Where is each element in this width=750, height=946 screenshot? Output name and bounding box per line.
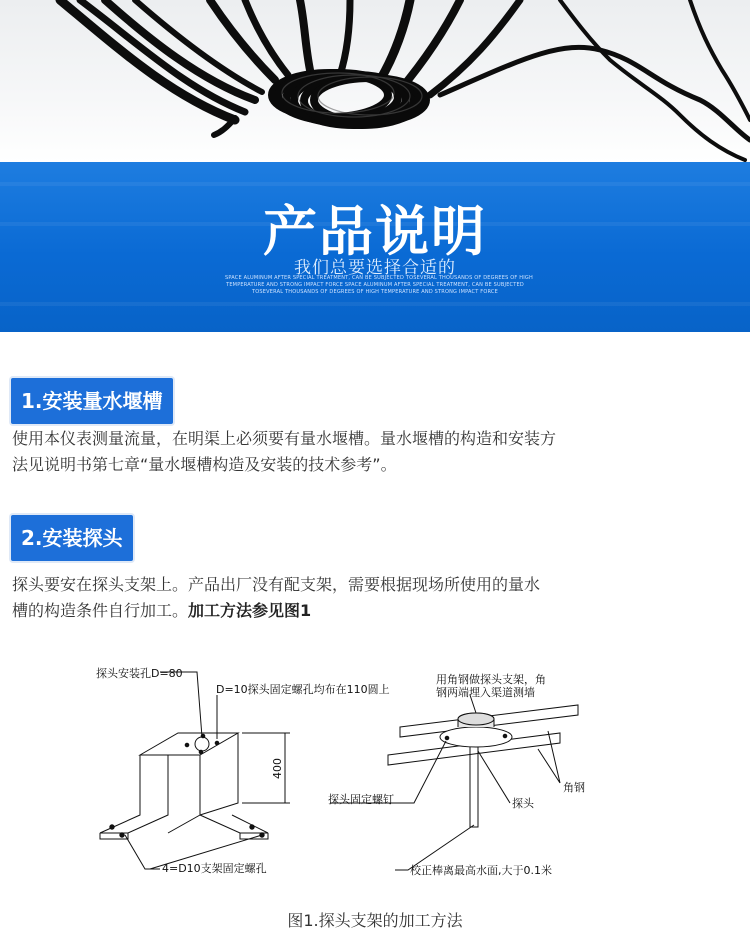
bracket-right-leg xyxy=(168,733,238,833)
figure-caption: 图1.探头支架的加工方法 xyxy=(287,911,463,930)
section-2-text xyxy=(12,572,702,624)
section-1-text xyxy=(12,426,702,478)
label-calibration-rod: 校正棒离最高水面,大于0.1米 xyxy=(410,864,552,877)
bracket-right-foot xyxy=(200,815,268,833)
cable-photo xyxy=(0,0,750,162)
banner-title: 产品说明 xyxy=(263,200,487,263)
probe-flange xyxy=(440,727,512,747)
section-1-line-1: 使用本仪表测量流量，在明渠上必须要有量水堰槽。量水堰槽的构造和安装方 xyxy=(12,429,557,448)
label-angle-steel: 角钢 xyxy=(563,781,585,794)
section-title-install-flume: 1.安装量水堰槽 xyxy=(11,378,173,424)
banner-fine-line: TEMPERATURE AND STRONG IMPACT FORCE SPACE ALUMINUM AFTER SPECIAL TREATMENT, CAN BE SUBJECTED xyxy=(226,282,524,288)
banner-fine-line: TOSEVERAL THOUSANDS OF DEGREES OF HIGH TEMPERATURE AND STRONG IMPACT FORCE xyxy=(252,289,498,295)
label-probe-screw: 探头固定螺钉 xyxy=(328,793,394,806)
label-probe: 探头 xyxy=(512,797,534,810)
banner-stripe xyxy=(0,302,750,306)
section-2-line-2-bold: 加工方法参见图1 xyxy=(188,601,312,620)
label-mount-holes: 4=D10支架固定螺孔 xyxy=(162,862,267,875)
banner-subtitle: 我们总要选择合适的 xyxy=(294,258,456,278)
section-title-install-probe: 2.安装探头 xyxy=(11,515,133,561)
probe-leader xyxy=(478,751,510,803)
section-1-line-2: 法见说明书第七章“量水堰槽构造及安装的技术参考”。 xyxy=(12,455,397,474)
section-2-line-1: 探头要安在探头支架上。产品出厂没有配支架，需要根据现场所使用的量水 xyxy=(12,575,541,594)
banner-stripe xyxy=(0,182,750,186)
product-description-banner xyxy=(0,162,750,332)
probe-bracket-diagram xyxy=(0,655,750,895)
probe-mount-hole xyxy=(195,737,209,751)
section-2-line-2 xyxy=(12,598,702,624)
bracket-left-leg xyxy=(100,755,168,833)
label-bolt-circle: D=10探头固定螺孔均布在110圆上 xyxy=(216,683,390,696)
label-angle-note-2: 钢两端埋入渠道测墙 xyxy=(436,686,535,699)
label-probe-hole: 探头安装孔D=80 xyxy=(96,667,183,680)
angle-leader xyxy=(538,731,560,783)
section-2-line-2-plain: 槽的构造条件自行加工。 xyxy=(12,601,189,620)
cable-illustration xyxy=(0,0,750,162)
label-height: 400 xyxy=(271,758,284,779)
label-angle-note-1: 用角钢做探头支架，角 xyxy=(436,673,546,686)
mount-hole-leader xyxy=(125,835,160,869)
hole-leader xyxy=(160,672,202,737)
banner-fine-line: SPACE ALUMINUM AFTER SPECIAL TREATMENT, CAN BE SUBJECTED TOSEVERAL THOUSANDS OF DEGREES OF HIGH xyxy=(225,275,533,281)
calibration-rod xyxy=(470,747,478,827)
